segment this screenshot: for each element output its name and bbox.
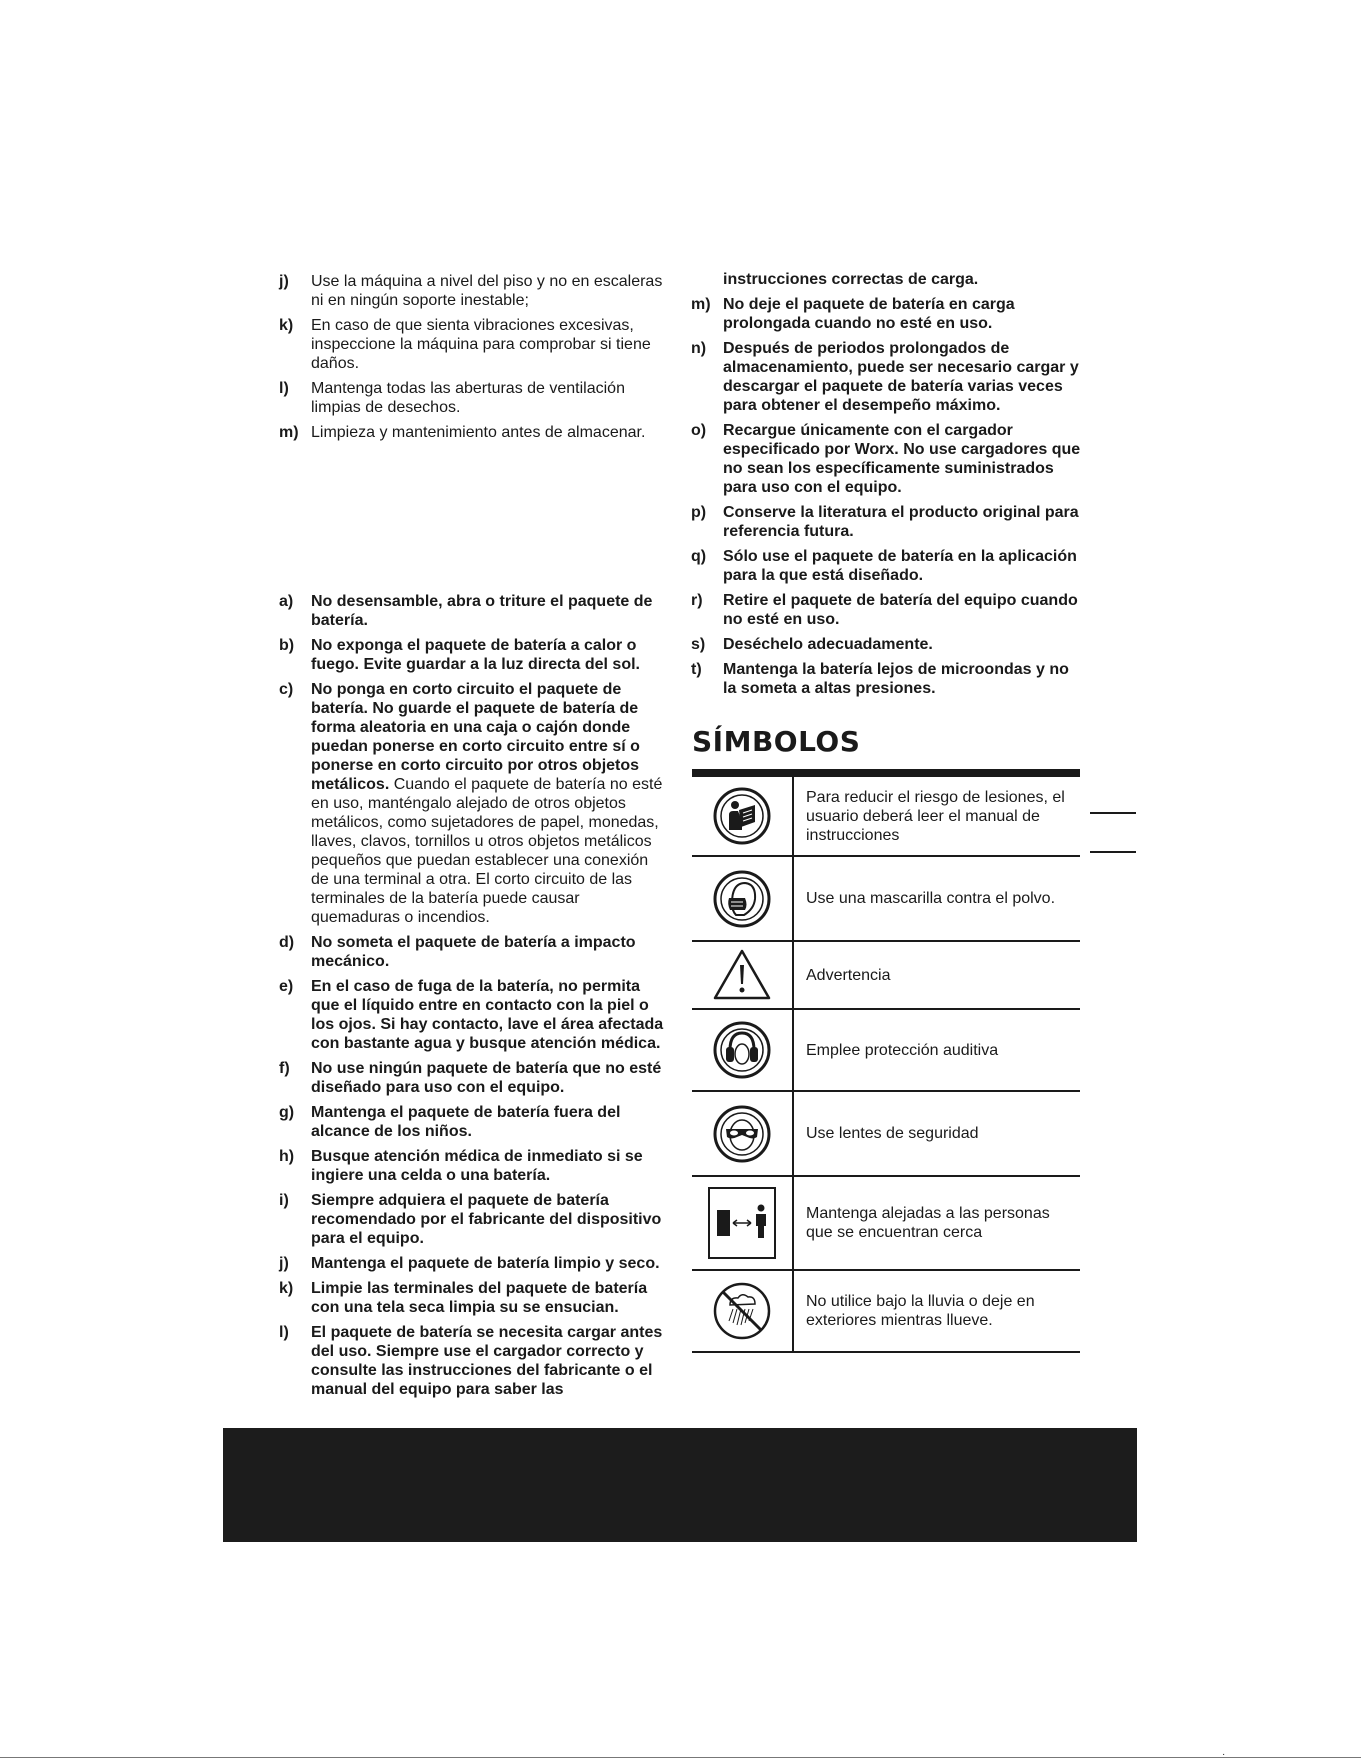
- item-text-normal: Cuando el paquete de batería no esté en uso, manténgalo alejado de otros objetos metálicos, como sujetadores de papel, monedas, llaves, clavos, tornillos u otros objetos metálicos pequeños que puedan establecer una conexión de una terminal a otra. El corto circuito de las terminales de la batería puede causar quemaduras o incendios.: [311, 776, 663, 926]
- no-rain-icon: [692, 1271, 794, 1351]
- margin-tab-mark: [1090, 812, 1136, 814]
- symbol-row: [692, 857, 1080, 942]
- symbol-description: No utilice bajo la lluvia o deje en exteriores mientras llueve.: [806, 1293, 1035, 1329]
- dust-mask-icon: [692, 857, 794, 940]
- item-letter: b): [279, 637, 295, 654]
- item-text: El paquete de batería se necesita cargar antes del uso. Siempre use el cargador correcto y consulte las instrucciones del fabricante o el manual del equipo para saber las: [311, 1324, 663, 1398]
- item-text: Siempre adquiera el paquete de batería recomendado por el fabricante del dispositivo para el equipo.: [311, 1192, 662, 1247]
- list-item: [691, 503, 1086, 541]
- list-item: [279, 636, 664, 674]
- left-column: [279, 272, 664, 1405]
- item-letter: f): [279, 1060, 290, 1077]
- symbol-description: Advertencia: [806, 966, 891, 984]
- item-text: Mantenga el paquete de batería fuera del alcance de los niños.: [311, 1104, 621, 1140]
- list-item: [279, 680, 664, 927]
- list-item: [279, 1147, 664, 1185]
- symbol-description: Use una mascarilla contra el polvo.: [806, 890, 1056, 907]
- list-item: [279, 592, 664, 630]
- item-letter: q): [691, 548, 707, 565]
- symbols-heading: SÍMBOLOS: [692, 725, 861, 758]
- item-text: En el caso de fuga de la batería, no permita que el líquido entre en contacto con la piel o los ojos. Si hay contacto, lave el área afectada con bastante agua y busque atención médica.: [311, 978, 664, 1052]
- continuation-text: instrucciones correctas de carga.: [723, 271, 979, 288]
- list-item: [279, 379, 664, 417]
- list-item: [279, 933, 664, 971]
- list-item: [691, 547, 1086, 585]
- footer-band: [223, 1428, 1137, 1542]
- item-text: Recargue únicamente con el cargador especificado por Worx. No use cargadores que no sean los específicamente suministrados para uso con el equipo.: [723, 422, 1081, 496]
- keep-bystanders-away-icon: [692, 1177, 794, 1269]
- symbol-row: [692, 942, 1080, 1010]
- item-text: Limpie las terminales del paquete de batería con una tela seca limpia su se ensucian.: [311, 1280, 648, 1316]
- item-letter: l): [279, 380, 289, 397]
- item-letter: t): [691, 661, 702, 678]
- item-text: En caso de que sienta vibraciones excesivas, inspeccione la máquina para comprobar si tiene daños.: [311, 317, 651, 372]
- item-text: No someta el paquete de batería a impacto mecánico.: [311, 934, 636, 970]
- list-item: [691, 660, 1086, 698]
- item-letter: r): [691, 592, 703, 609]
- item-text: Deséchelo adecuadamente.: [723, 636, 933, 653]
- item-letter: e): [279, 978, 294, 995]
- item-letter: m): [691, 296, 711, 313]
- list-item: [279, 977, 664, 1053]
- item-text: Después de periodos prolongados de almacenamiento, puede ser necesario cargar y descargar el paquete de batería varias veces para obtener el desempeño máximo.: [723, 340, 1079, 414]
- item-text: Conserve la literatura el producto original para referencia futura.: [723, 504, 1079, 540]
- list-item: [691, 295, 1086, 333]
- item-letter: l): [279, 1324, 289, 1341]
- list-item: [279, 1254, 664, 1273]
- item-letter: h): [279, 1148, 295, 1165]
- list-item: [691, 421, 1086, 497]
- item-letter: d): [279, 934, 295, 951]
- item-letter: m): [279, 424, 299, 441]
- item-text: Use la máquina a nivel del piso y no en escaleras ni en ningún soporte inestable;: [311, 273, 663, 309]
- maintenance-list: [279, 272, 664, 442]
- symbol-row: [692, 1271, 1080, 1353]
- item-text: No deje el paquete de batería en carga prolongada cuando no esté en uso.: [723, 296, 1015, 332]
- item-text: Sólo use el paquete de batería en la aplicación para la que está diseñado.: [723, 548, 1077, 584]
- item-letter: p): [691, 504, 707, 521]
- list-item: [279, 1059, 664, 1097]
- item-text: No desensamble, abra o triture el paquete de batería.: [311, 593, 653, 629]
- battery-safety-list: [279, 592, 664, 1399]
- item-letter: c): [279, 681, 294, 698]
- page-edge-line: [0, 1757, 1361, 1758]
- list-item: [279, 1103, 664, 1141]
- warning-icon: [692, 942, 794, 1008]
- item-text-bold: No ponga en corto circuito el paquete de batería. No guarde el paquete de batería de forma aleatoria en una caja o cajón donde puedan ponerse en corto circuito entre sí o ponerse en corto circuito por otros objetos metálicos.: [311, 681, 640, 793]
- margin-tab-mark: [1090, 851, 1136, 853]
- symbol-description: Mantenga alejadas a las personas que se encuentran cerca: [806, 1205, 1050, 1241]
- right-column: [691, 270, 1086, 704]
- symbol-row: [692, 1010, 1080, 1092]
- item-text: Mantenga todas las aberturas de ventilación limpias de desechos.: [311, 380, 625, 416]
- item-letter: g): [279, 1104, 295, 1121]
- item-text: Mantenga la batería lejos de microondas y no la someta a altas presiones.: [723, 661, 1069, 697]
- safety-glasses-icon: [692, 1092, 794, 1175]
- item-text: Busque atención médica de inmediato si se ingiere una celda o una batería.: [311, 1148, 643, 1184]
- item-letter: j): [279, 273, 289, 290]
- symbols-table: [692, 769, 1080, 1353]
- item-text: Limpieza y mantenimiento antes de almacenar.: [311, 424, 646, 441]
- item-letter: o): [691, 422, 707, 439]
- item-letter: i): [279, 1192, 289, 1209]
- list-item: [279, 1191, 664, 1248]
- item-text: Mantenga el paquete de batería limpio y seco.: [311, 1255, 660, 1272]
- list-item: [279, 1323, 664, 1399]
- corner-mark: ·: [1222, 1749, 1226, 1760]
- symbol-description: Emplee protección auditiva: [806, 1041, 999, 1059]
- item-text: Retire el paquete de batería del equipo cuando no esté en uso.: [723, 592, 1078, 628]
- list-item: [691, 339, 1086, 415]
- symbol-row: [692, 1177, 1080, 1271]
- item-text: No use ningún paquete de batería que no esté diseñado para uso con el equipo.: [311, 1060, 662, 1096]
- list-item: [279, 272, 664, 310]
- item-letter: j): [279, 1255, 289, 1272]
- list-item: [691, 635, 1086, 654]
- list-item: [279, 423, 664, 442]
- item-letter: a): [279, 593, 294, 610]
- symbol-row: [692, 1092, 1080, 1177]
- item-text: No exponga el paquete de batería a calor o fuego. Evite guardar a la luz directa del sol.: [311, 637, 640, 673]
- item-letter: s): [691, 636, 706, 653]
- list-item: [279, 1279, 664, 1317]
- symbol-description: Use lentes de seguridad: [806, 1125, 979, 1142]
- read-manual-icon: [692, 777, 794, 855]
- symbol-row: [692, 777, 1080, 857]
- list-item: [691, 591, 1086, 629]
- item-letter: k): [279, 1280, 294, 1297]
- symbol-description: Para reducir el riesgo de lesiones, el usuario deberá leer el manual de instrucciones: [806, 788, 1065, 844]
- ear-protection-icon: [692, 1010, 794, 1090]
- item-letter: n): [691, 340, 707, 357]
- list-item: [279, 316, 664, 373]
- item-letter: k): [279, 317, 294, 334]
